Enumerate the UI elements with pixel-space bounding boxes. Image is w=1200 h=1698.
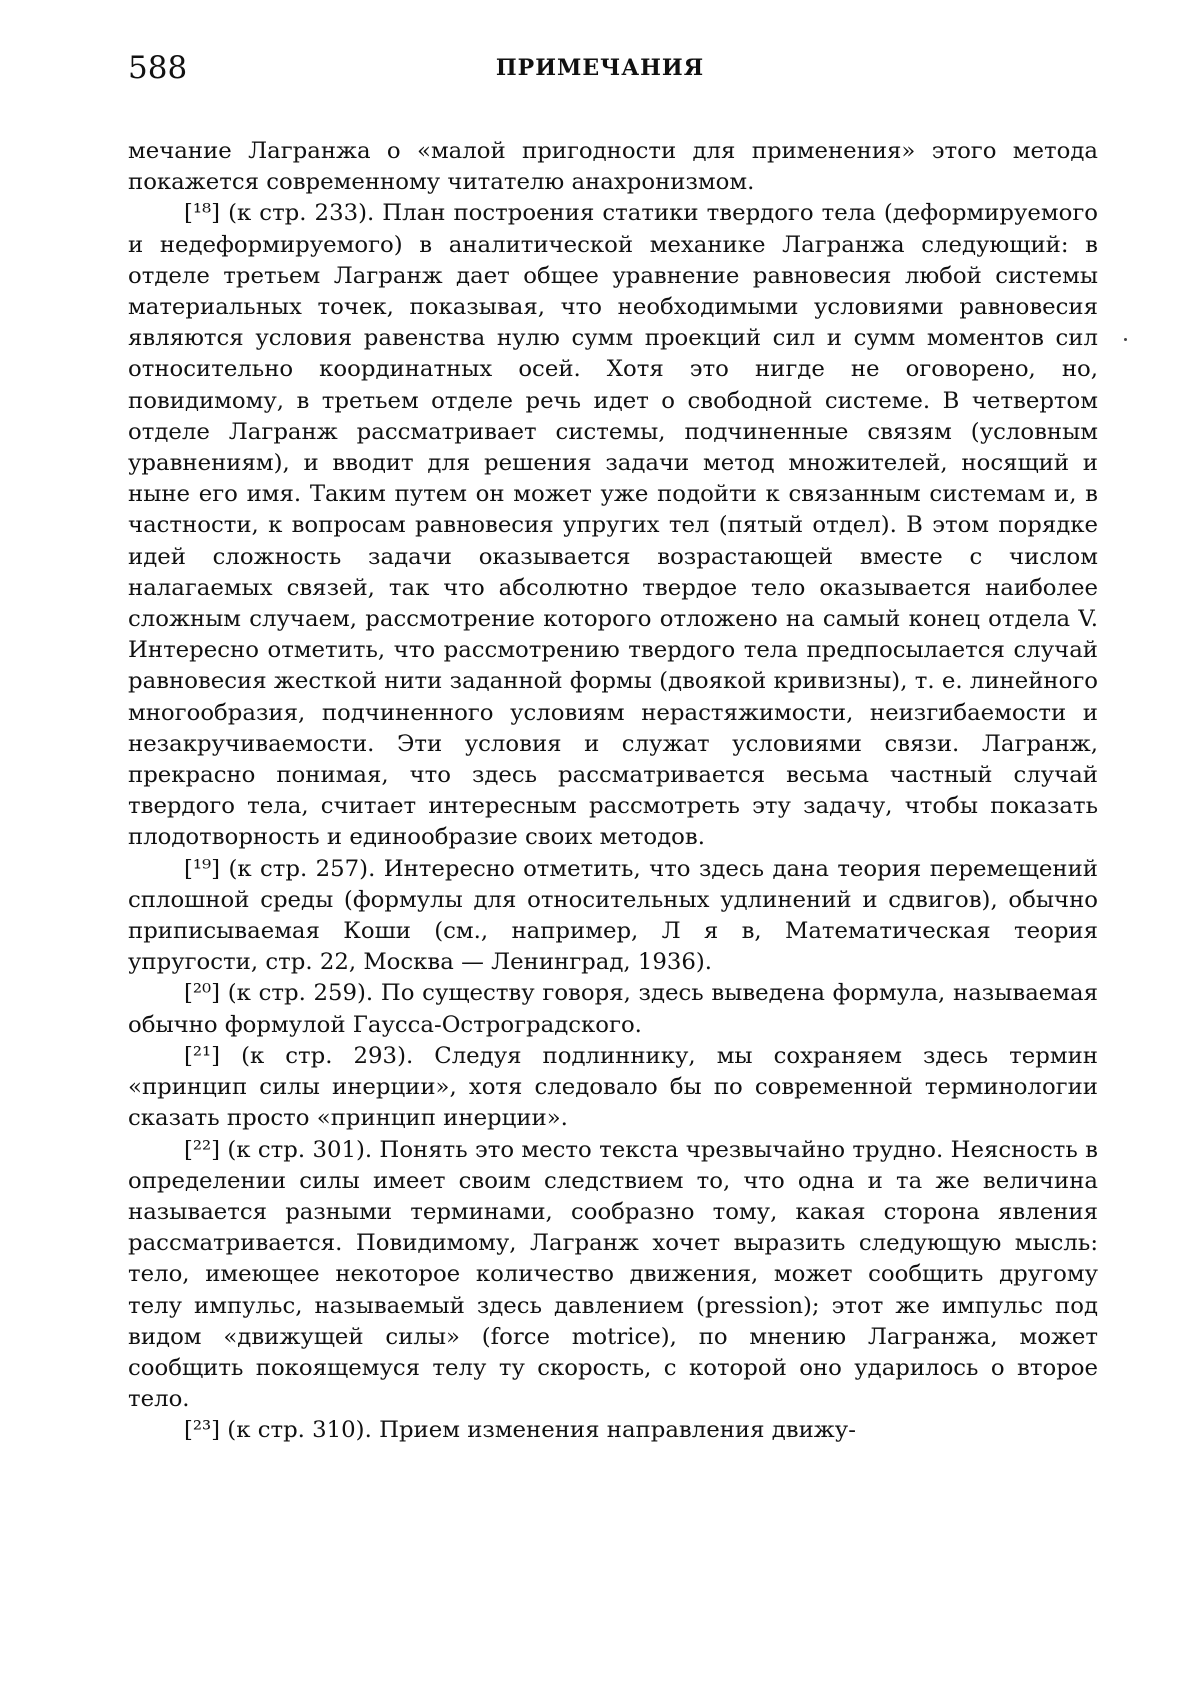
body-text (128, 136, 1098, 1447)
page-number: 588 (128, 50, 188, 86)
note-19: [¹⁹] (к стр. 257). Интересно отметить, что здесь дана теория перемещений сплошной среды (формулы для относительных удлинений и сдвигов), обычно приписываемая Коши (см., например, Л я в, Математическая теория упругости, стр. 22, Москва — Ленинград, 1936). (128, 855, 1098, 976)
paragraph-continuation: мечание Лагранжа о «малой пригодности для применения» этого метода покажется современному читателю анахронизмом. (128, 138, 1098, 196)
note-18: [¹⁸] (к стр. 233). План построения статики твердого тела (деформируемого и недеформируемого) в аналитической механике Лагранжа следующий: в отделе третьем Лагранж дает общее уравнение равновесия любой системы материальных точек, показывая, что необходимыми условиями равновесия являются условия равенства нулю сумм проекций сил и сумм моментов сил относительно координатных осей. Хотя это нигде не оговорено, но, повидимому, в третьем отделе речь идет о свободной системе. В четвертом отделе Лагранж рассматривает системы, подчиненные связям (условным уравнениям), и вводит для решения задачи метод множителей, носящий и ныне его имя. Таким путем он может уже подойти к связанным системам и, в частности, к вопросам равновесия упругих тел (пятый отдел). В этом порядке идей сложность задачи оказывается возрастающей вместе с числом налагаемых связей, так что абсолютно твердое тело оказывается наиболее сложным случаем, рассмотрение которого отложено на самый конец отдела V. Интересно отметить, что рассмотрению твердого тела предпосылается случай равновесия жесткой нити заданной формы (двоякой кривизны), т. е. линейного многообразия, подчиненного условиям нерастяжимости, неизгибаемости и незакручиваемости. Эти условия и служат условиями связи. Лагранж, прекрасно понимая, что здесь рассматривается весьма частный случай твердого тела, считает интересным рассмотреть эту задачу, чтобы показать плодотворность и единообразие своих методов. (128, 200, 1098, 851)
note-20: [²⁰] (к стр. 259). По существу говоря, здесь выведена формула, называемая обычно формулой Гаусса-Остроградского. (128, 980, 1098, 1038)
note-21: [²¹] (к стр. 293). Следуя подлиннику, мы сохраняем здесь термин «принцип силы инерции», хотя следовало бы по современной терминологии сказать просто «принцип инерции». (128, 1042, 1098, 1132)
margin-dot (1124, 338, 1127, 341)
note-23: [²³] (к стр. 310). Прием изменения направления движу- (184, 1417, 856, 1444)
running-title: ПРИМЕЧАНИЯ (495, 55, 705, 81)
note-22: [²²] (к стр. 301). Понять это место текста чрезвычайно трудно. Неясность в определении силы имеет своим следствием то, что одна и та же величина называется разными терминами, сообразно тому, какая сторона явления рассматривается. Повидимому, Лагранж хочет выразить следующую мысль: тело, имеющее некоторое количество движения, может сообщить другому телу импульс, называемый здесь давлением (pression); этот же импульс под видом «движущей силы» (force motrice), по мнению Лагранжа, может сообщить покоящемуся телу ту скорость, с которой оно ударилось о второе тело. (128, 1136, 1098, 1413)
